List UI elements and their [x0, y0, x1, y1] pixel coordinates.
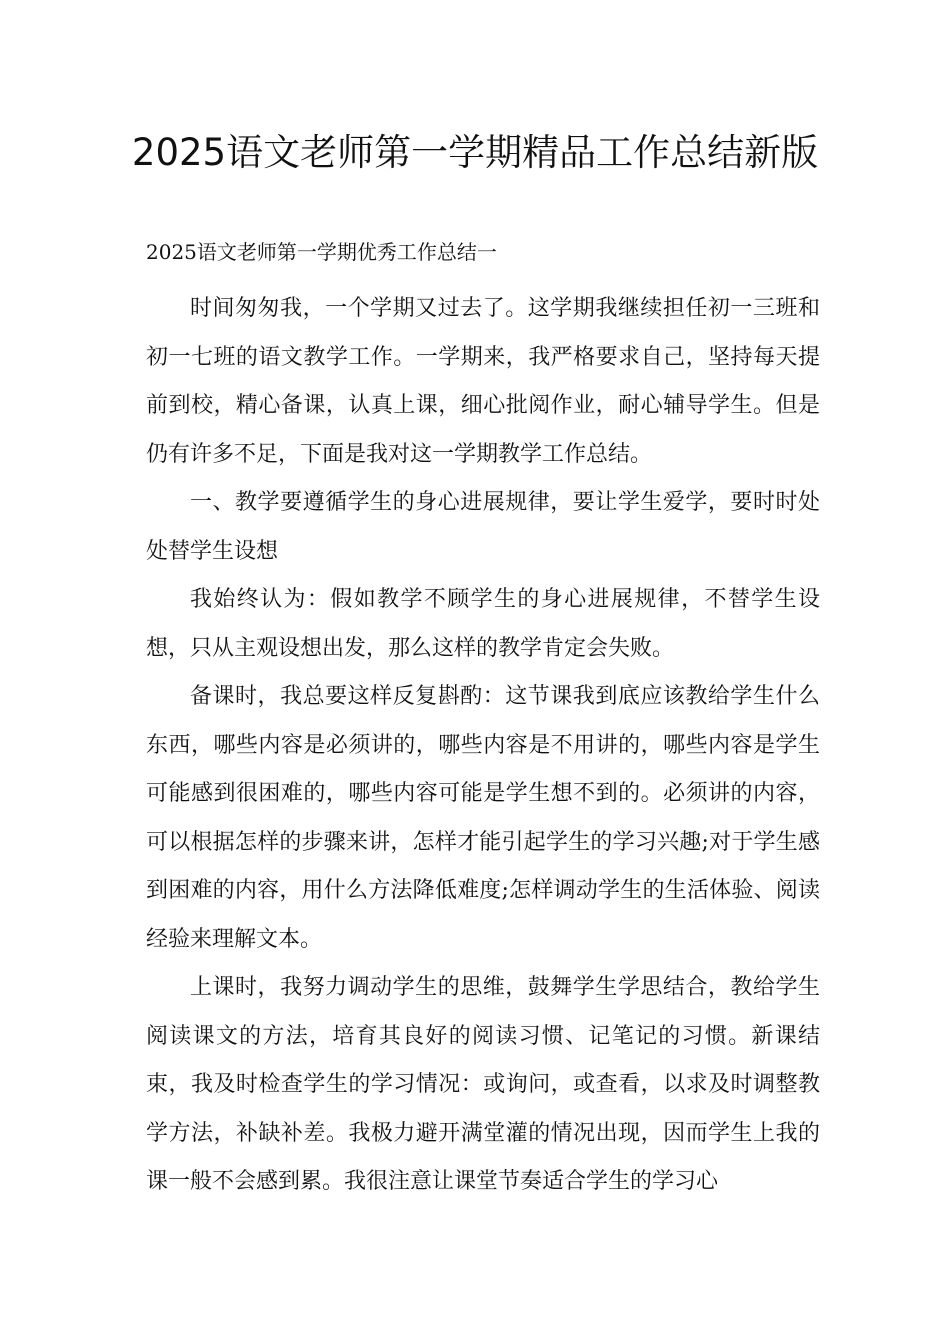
paragraph: 我始终认为：假如教学不顾学生的身心进展规律，不替学生设想，只从主观设想出发，那么这样的教学肯定会失败。	[146, 587, 820, 661]
paragraph: 时间匆匆我，一个学期又过去了。这学期我继续担任初一三班和初一七班的语文教学工作。一学期来，我严格要求自己，坚持每天提前到校，精心备课，认真上课，细心批阅作业，耐心辅导学生。但是仍有许多不足，下面是我对这一学期教学工作总结。	[146, 296, 820, 467]
paragraph: 备课时，我总要这样反复斟酌：这节课我到底应该教给学生什么东西，哪些内容是必须讲的，哪些内容是不用讲的，哪些内容是学生可能感到很困难的，哪些内容可能是学生想不到的。必须讲的内容，可以根据怎样的步骤来讲，怎样才能引起学生的学习兴趣;对于学生感到困难的内容，用什么方法降低难度;怎样调动学生的生活体验、阅读经验来理解文本。	[146, 684, 820, 952]
paragraph: 一、教学要遵循学生的身心进展规律，要让学生爱学，要时时处处替学生设想	[146, 490, 820, 564]
document-title: 2025语文老师第一学期精品工作总结新版	[131, 131, 819, 174]
paragraph: 上课时，我努力调动学生的思维，鼓舞学生学思结合，教给学生阅读课文的方法，培育其良好的阅读习惯、记笔记的习惯。新课结束，我及时检查学生的学习情况：或询问，或查看，以求及时调整教学方法，补缺补差。我极力避开满堂灌的情况出现，因而学生上我的课一般不会感到累。我很注意让课堂节奏适合学生的学习心	[146, 975, 820, 1194]
document-body	[146, 285, 820, 1207]
document-subtitle: 2025语文老师第一学期优秀工作总结一	[146, 240, 497, 264]
